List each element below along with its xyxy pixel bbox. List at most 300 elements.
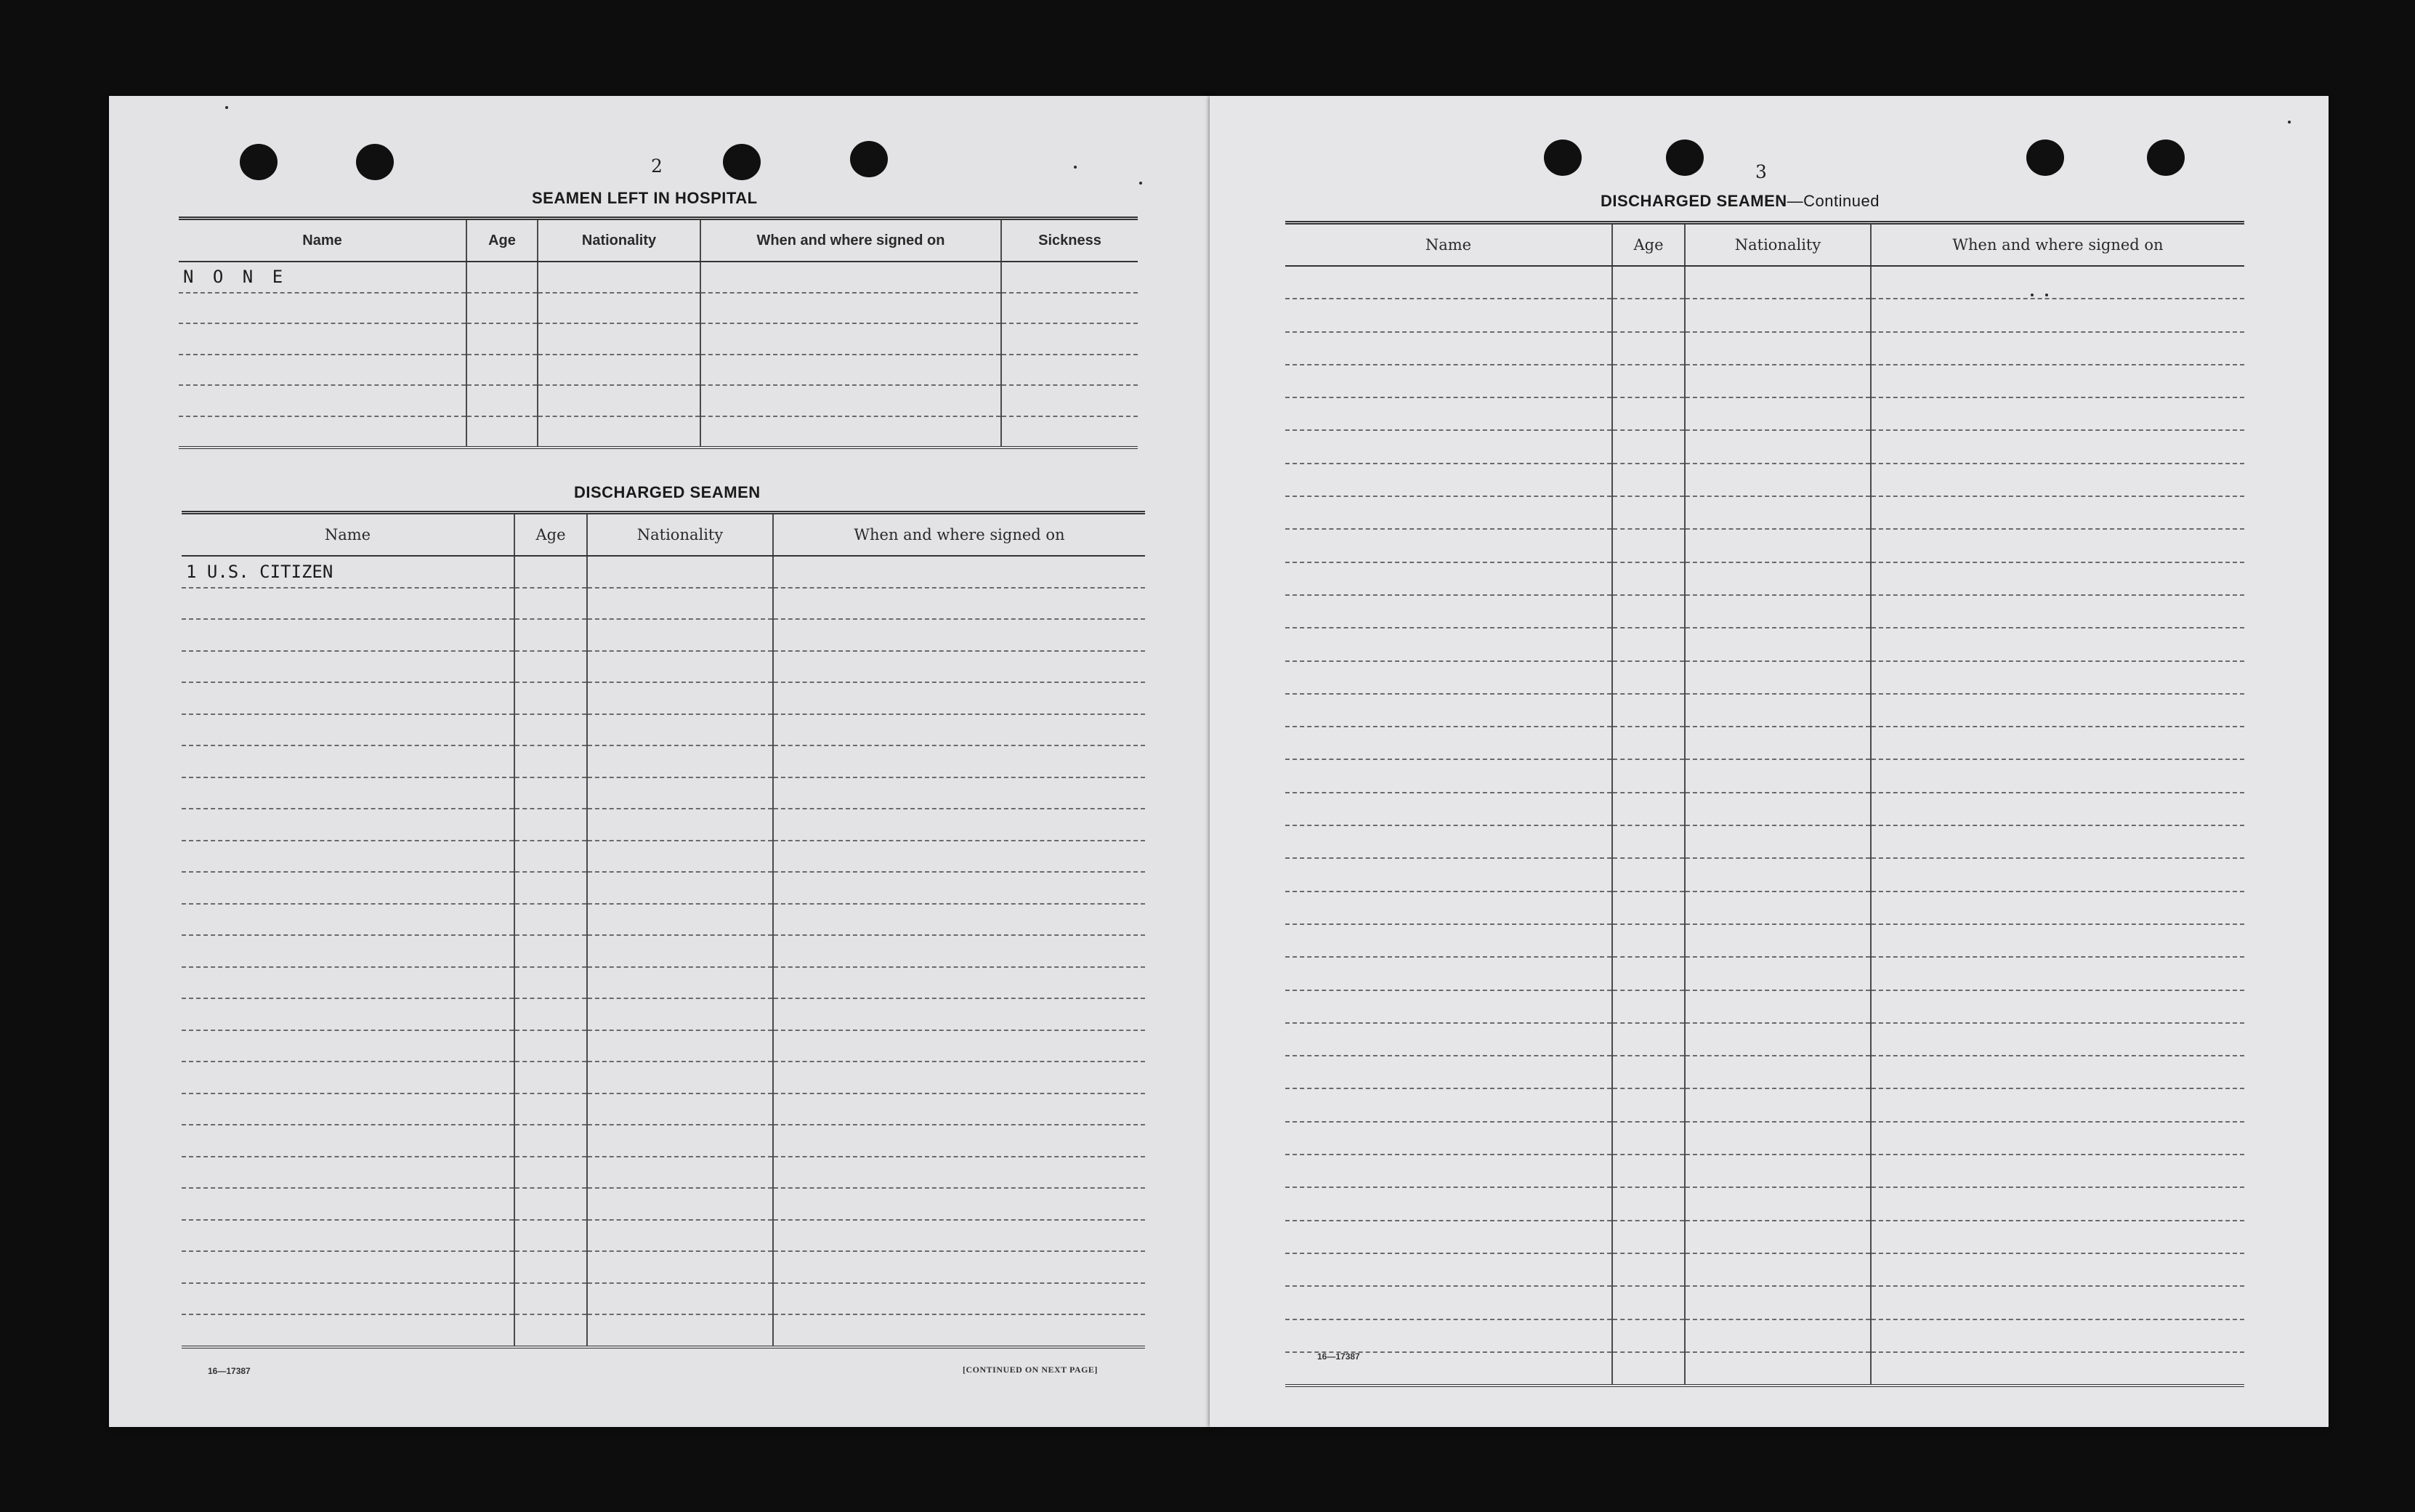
table-row: [1285, 464, 2244, 496]
table-cell: [1871, 529, 2244, 562]
table-cell: [1285, 1221, 1612, 1253]
table-cell: [514, 745, 587, 777]
table-row: [1285, 1221, 2244, 1253]
table-cell: [514, 1125, 587, 1157]
table-cell: [1871, 430, 2244, 463]
table-cell: [1685, 464, 1871, 496]
table-cell: [1612, 990, 1685, 1023]
table-row: [1285, 628, 2244, 660]
table-cell: [700, 385, 1001, 416]
table-cell: [538, 323, 700, 355]
table-cell: [1285, 1286, 1612, 1319]
table-cell: [1612, 661, 1685, 694]
table-cell: [182, 651, 514, 683]
table-cell: [700, 262, 1001, 293]
table-cell: [1285, 529, 1612, 562]
table-cell: [1685, 397, 1871, 430]
table-cell: [1871, 562, 2244, 595]
table-cell: [1685, 892, 1871, 924]
table-cell: [700, 416, 1001, 448]
table-cell: [1285, 1319, 1612, 1352]
table-cell: [514, 998, 587, 1030]
table-cell: [1871, 1352, 2244, 1386]
table-cell: [1612, 266, 1685, 299]
table-cell: [1612, 825, 1685, 858]
table-cell: [700, 355, 1001, 386]
table-cell: [1685, 1056, 1871, 1088]
table-cell: [587, 1188, 773, 1220]
table-cell: [1285, 562, 1612, 595]
table-cell: [1871, 299, 2244, 331]
table-row: [182, 1283, 1145, 1315]
table-row: [182, 745, 1145, 777]
table-cell: [587, 872, 773, 904]
table-cell: [773, 1125, 1145, 1157]
table-cell: [773, 1030, 1145, 1062]
table-cell: [1685, 496, 1871, 529]
table-cell: [587, 745, 773, 777]
table-cell: [773, 714, 1145, 746]
table-cell: [1871, 793, 2244, 825]
table-cell: [773, 1188, 1145, 1220]
table-row: [182, 1314, 1145, 1347]
table-cell: [1685, 562, 1871, 595]
table-cell: [182, 1157, 514, 1189]
table-cell: [1871, 365, 2244, 397]
table-cell: [773, 935, 1145, 967]
table-cell: [538, 385, 700, 416]
table-cell: [1285, 628, 1612, 660]
table-cell: [1285, 727, 1612, 759]
table-row: [1285, 1122, 2244, 1155]
table-cell: [1871, 661, 2244, 694]
table-cell: [182, 998, 514, 1030]
table-cell: [1871, 1023, 2244, 1056]
table-cell: [1685, 430, 1871, 463]
table-row: [1285, 727, 2244, 759]
table-cell: [773, 777, 1145, 809]
table-cell: [1001, 385, 1138, 416]
table-cell: [514, 619, 587, 651]
table-cell: [587, 1125, 773, 1157]
table-row: [1285, 1253, 2244, 1286]
speck: [2031, 294, 2034, 296]
table-cell: [773, 1283, 1145, 1315]
table-cell: [1612, 1352, 1685, 1386]
table-cell: [182, 1062, 514, 1093]
table-cell: [1285, 397, 1612, 430]
table-cell: [1285, 365, 1612, 397]
punch-hole-2: [356, 144, 394, 180]
table-cell: [773, 1251, 1145, 1283]
discharged-table: [182, 511, 1145, 1349]
table-cell: [1285, 1088, 1612, 1121]
table-cell: [1285, 1056, 1612, 1088]
punch-hole-4: [850, 141, 888, 177]
table-cell: [1612, 1088, 1685, 1121]
table-cell: [1685, 332, 1871, 365]
table-cell: [1871, 1221, 2244, 1253]
table-cell: [1285, 1023, 1612, 1056]
table-cell: [182, 1251, 514, 1283]
table-cell: [1612, 464, 1685, 496]
table-cell: [182, 1125, 514, 1157]
table-cell: [1685, 628, 1871, 660]
discharged-continued-title-suffix: —Continued: [1787, 192, 1880, 210]
table-cell: [1612, 628, 1685, 660]
table-cell: [1612, 1187, 1685, 1220]
column-header: When and where signed on: [773, 513, 1145, 557]
table-cell: [1001, 323, 1138, 355]
table-cell: [1612, 1221, 1685, 1253]
table-cell: [1685, 299, 1871, 331]
table-row: [1285, 825, 2244, 858]
table-cell: [1685, 990, 1871, 1023]
table-cell: [587, 651, 773, 683]
table-cell: [1871, 694, 2244, 727]
table-cell: [587, 841, 773, 873]
table-cell: [1871, 1155, 2244, 1187]
table-cell: [1285, 661, 1612, 694]
table-cell: [1871, 1088, 2244, 1121]
table-cell: [538, 355, 700, 386]
table-row: [1285, 892, 2244, 924]
table-cell: [514, 841, 587, 873]
table-cell: [182, 872, 514, 904]
table-cell: [514, 1030, 587, 1062]
table-row: [1285, 694, 2244, 727]
table-row: [182, 777, 1145, 809]
table-cell: [1685, 924, 1871, 957]
column-header: Name: [182, 513, 514, 557]
table-cell: [773, 619, 1145, 651]
table-cell: [1285, 694, 1612, 727]
table-cell: [773, 1314, 1145, 1347]
table-row: [1285, 266, 2244, 299]
table-cell: [773, 809, 1145, 841]
table-cell: [1285, 990, 1612, 1023]
table-cell: [1612, 1253, 1685, 1286]
table-row: [1285, 990, 2244, 1023]
table-cell: [1685, 1221, 1871, 1253]
table-cell: [1871, 464, 2244, 496]
table-cell: [1612, 299, 1685, 331]
table-cell: [1285, 825, 1612, 858]
table-cell: [514, 651, 587, 683]
table-row: [1285, 858, 2244, 891]
table-row: [179, 262, 1138, 293]
table-row: [179, 385, 1138, 416]
table-cell: [1685, 825, 1871, 858]
table-cell: [773, 556, 1145, 588]
table-cell: [514, 809, 587, 841]
table-cell: [1871, 266, 2244, 299]
table-cell: [1871, 397, 2244, 430]
table-cell: [182, 714, 514, 746]
table-row: [1285, 1155, 2244, 1187]
table-cell: [182, 682, 514, 714]
table-row: [182, 588, 1145, 620]
table-cell: [538, 416, 700, 448]
table-cell: [466, 385, 538, 416]
continued-rows: [1285, 266, 2244, 1386]
table-cell: [1871, 1187, 2244, 1220]
table-row: [182, 841, 1145, 873]
table-cell: [538, 293, 700, 324]
discharged-section-title: DISCHARGED SEAMEN: [574, 483, 761, 501]
table-cell: [1285, 332, 1612, 365]
table-row: [182, 1030, 1145, 1062]
table-cell: [587, 556, 773, 588]
discharged-rows: [182, 556, 1145, 1347]
table-cell: [466, 355, 538, 386]
table-cell: [182, 1188, 514, 1220]
speck: [2288, 121, 2291, 124]
table-cell: [1285, 957, 1612, 990]
table-cell: [1612, 397, 1685, 430]
table-row: [1285, 529, 2244, 562]
table-cell: [773, 841, 1145, 873]
table-cell: [1685, 1187, 1871, 1220]
punch-hole-6: [1666, 140, 1704, 176]
table-cell: [1871, 595, 2244, 628]
hospital-section-title: SEAMEN LEFT IN HOSPITAL: [532, 189, 758, 207]
table-cell: [182, 1314, 514, 1347]
table-cell: [182, 777, 514, 809]
table-row: [182, 1125, 1145, 1157]
table-cell: [1685, 1286, 1871, 1319]
table-cell: [1871, 957, 2244, 990]
table-row: [1285, 332, 2244, 365]
table-cell: [587, 967, 773, 999]
table-cell: [182, 745, 514, 777]
table-cell: [182, 619, 514, 651]
table-cell: [1871, 858, 2244, 891]
table-cell: [1612, 562, 1685, 595]
table-cell: [587, 619, 773, 651]
table-cell: [514, 1188, 587, 1220]
hospital-header-row: [179, 219, 1138, 262]
table-cell: [587, 904, 773, 936]
table-cell: [1612, 1056, 1685, 1088]
table-cell: [1285, 430, 1612, 463]
column-header: When and where signed on: [700, 219, 1001, 262]
table-cell: [587, 998, 773, 1030]
table-cell: [1871, 727, 2244, 759]
table-cell: [773, 1157, 1145, 1189]
table-row: [182, 1093, 1145, 1125]
table-cell: [1612, 957, 1685, 990]
table-cell: [1612, 430, 1685, 463]
table-cell: [1285, 1187, 1612, 1220]
discharged-continued-title-main: DISCHARGED SEAMEN: [1601, 192, 1787, 210]
speck: [225, 106, 228, 109]
table-cell: [1285, 496, 1612, 529]
table-cell: [700, 323, 1001, 355]
table-row: [1285, 1056, 2244, 1088]
table-cell: N O N E: [179, 262, 466, 293]
table-cell: [514, 1314, 587, 1347]
table-cell: [1685, 661, 1871, 694]
speck: [1074, 166, 1077, 169]
table-cell: [466, 323, 538, 355]
table-cell: [514, 1283, 587, 1315]
table-row: [1285, 957, 2244, 990]
table-row: [1285, 1023, 2244, 1056]
column-header: Age: [514, 513, 587, 557]
table-cell: [1685, 1253, 1871, 1286]
table-row: [182, 651, 1145, 683]
right-page: [1210, 96, 2329, 1427]
table-cell: [1612, 496, 1685, 529]
table-cell: [587, 682, 773, 714]
table-cell: [182, 935, 514, 967]
table-row: [1285, 397, 2244, 430]
table-cell: [1685, 529, 1871, 562]
table-cell: [587, 1220, 773, 1252]
table-cell: [1612, 332, 1685, 365]
table-cell: [466, 262, 538, 293]
table-cell: [587, 1157, 773, 1189]
table-cell: [587, 1030, 773, 1062]
table-cell: [1285, 464, 1612, 496]
table-cell: [1685, 365, 1871, 397]
column-header: Sickness: [1001, 219, 1138, 262]
column-header: Age: [466, 219, 538, 262]
table-cell: [466, 416, 538, 448]
speck: [1139, 182, 1142, 185]
table-cell: [514, 1093, 587, 1125]
table-cell: [182, 904, 514, 936]
form-code: 16—17387: [208, 1366, 251, 1376]
table-cell: [773, 1062, 1145, 1093]
table-cell: [1685, 1088, 1871, 1121]
table-row: [1285, 595, 2244, 628]
table-cell: [1871, 1056, 2244, 1088]
page-number: 2: [651, 155, 663, 177]
table-cell: [1285, 299, 1612, 331]
table-row: [182, 619, 1145, 651]
table-cell: [1871, 825, 2244, 858]
table-cell: [587, 1251, 773, 1283]
table-row: [1285, 661, 2244, 694]
table-cell: [773, 904, 1145, 936]
column-header: Nationality: [1685, 223, 1871, 267]
hospital-table: [179, 217, 1138, 449]
table-cell: [587, 777, 773, 809]
table-cell: [587, 714, 773, 746]
table-cell: [587, 588, 773, 620]
table-cell: [1285, 1253, 1612, 1286]
table-row: [1285, 496, 2244, 529]
table-cell: [514, 777, 587, 809]
table-row: [179, 323, 1138, 355]
table-cell: [1871, 332, 2244, 365]
table-row: [182, 1188, 1145, 1220]
table-cell: [773, 872, 1145, 904]
table-cell: [182, 1093, 514, 1125]
table-cell: [1685, 266, 1871, 299]
column-header: When and where signed on: [1871, 223, 2244, 267]
table-cell: [179, 323, 466, 355]
table-cell: [1612, 595, 1685, 628]
table-cell: [1285, 793, 1612, 825]
table-row: [182, 935, 1145, 967]
table-row: [182, 998, 1145, 1030]
table-cell: [182, 1030, 514, 1062]
table-cell: [1685, 1155, 1871, 1187]
table-cell: [182, 588, 514, 620]
table-cell: [1001, 262, 1138, 293]
table-cell: [1871, 1286, 2244, 1319]
table-cell: [182, 1283, 514, 1315]
table-cell: [773, 1220, 1145, 1252]
table-cell: [587, 809, 773, 841]
table-cell: [1685, 957, 1871, 990]
table-cell: [179, 385, 466, 416]
table-cell: [1285, 924, 1612, 957]
table-cell: [1685, 595, 1871, 628]
table-cell: [700, 293, 1001, 324]
form-code: 16—17387: [1317, 1351, 1360, 1362]
table-row: [1285, 1187, 2244, 1220]
table-cell: [1001, 416, 1138, 448]
table-cell: [179, 293, 466, 324]
table-cell: [1871, 1122, 2244, 1155]
table-cell: [538, 262, 700, 293]
table-row: [182, 1251, 1145, 1283]
table-cell: [1001, 355, 1138, 386]
table-cell: [1612, 365, 1685, 397]
table-cell: 1 U.S. CITIZEN: [182, 556, 514, 588]
discharged-header-row: [182, 513, 1145, 557]
table-cell: [182, 967, 514, 999]
table-cell: [1685, 858, 1871, 891]
punch-hole-8: [2147, 140, 2185, 176]
table-row: [182, 556, 1145, 588]
table-cell: [1612, 1319, 1685, 1352]
table-cell: [514, 1157, 587, 1189]
column-header: Name: [179, 219, 466, 262]
table-cell: [1612, 1023, 1685, 1056]
table-cell: [1685, 727, 1871, 759]
table-cell: [773, 588, 1145, 620]
table-cell: [1685, 694, 1871, 727]
left-page: [109, 96, 1213, 1427]
table-row: [179, 355, 1138, 386]
table-cell: [1612, 1286, 1685, 1319]
punch-hole-7: [2026, 140, 2064, 176]
table-cell: [514, 935, 587, 967]
table-cell: [773, 967, 1145, 999]
punch-hole-1: [240, 144, 278, 180]
table-row: [182, 967, 1145, 999]
table-cell: [1871, 1253, 2244, 1286]
table-row: [182, 714, 1145, 746]
table-cell: [1685, 793, 1871, 825]
table-cell: [1685, 1122, 1871, 1155]
table-cell: [514, 967, 587, 999]
column-header: Nationality: [587, 513, 773, 557]
table-cell: [1285, 1155, 1612, 1187]
table-cell: [1612, 1122, 1685, 1155]
table-row: [182, 872, 1145, 904]
table-cell: [587, 1283, 773, 1315]
table-cell: [1285, 892, 1612, 924]
table-row: [179, 416, 1138, 448]
table-cell: [514, 904, 587, 936]
punch-hole-3: [723, 144, 761, 180]
